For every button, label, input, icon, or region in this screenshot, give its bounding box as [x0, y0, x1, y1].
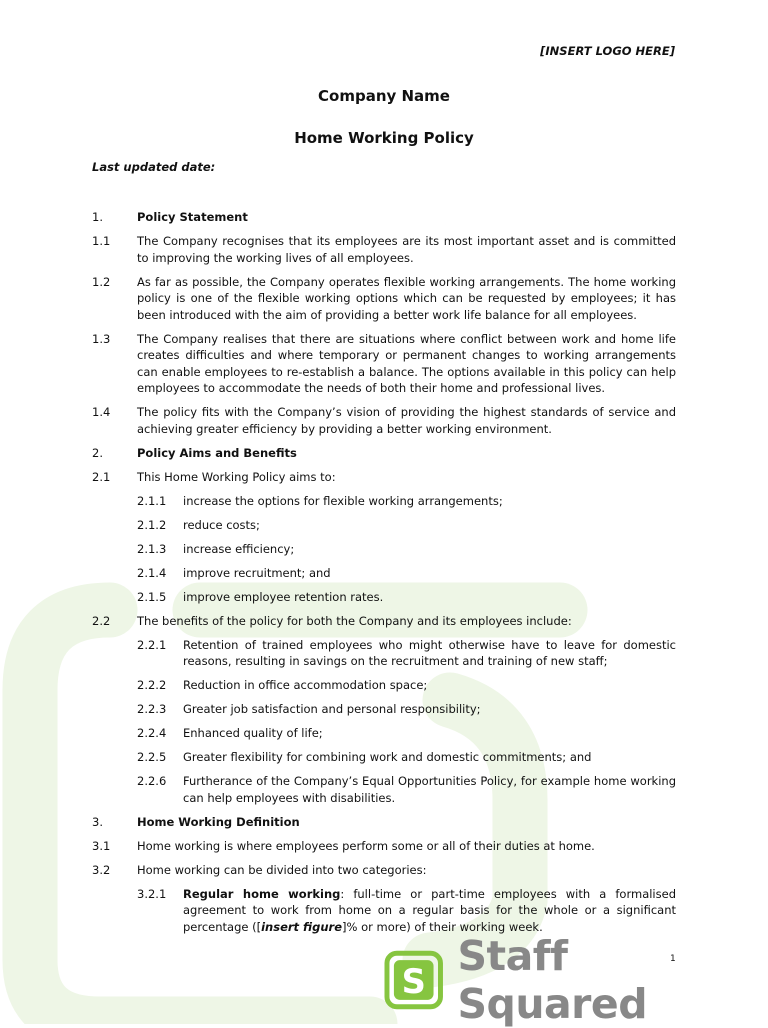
subclause	[92, 677, 676, 694]
clause	[92, 274, 676, 324]
subclause-number: 2.2.3	[137, 702, 167, 716]
clause-number: 1.3	[92, 331, 111, 346]
clause	[92, 233, 676, 266]
clause-text: The Company recognises that its employees are its most important asset and is committed to improving the working lives of all employees.	[137, 234, 676, 265]
subclause	[92, 886, 676, 936]
policy-title: Home Working Policy	[294, 129, 474, 147]
subclause	[92, 493, 676, 510]
subclause-text: improve recruitment; and	[183, 565, 331, 580]
definition-text: : full-time or part-time employees with a formalised agreement to work from home on a regular basis for the whole or a significant percentage ([	[183, 886, 676, 934]
subclause-text: Greater flexibility for combining work and domestic commitments; and	[183, 750, 592, 764]
clause-number: 1.4	[92, 405, 111, 419]
company-name: Company Name	[318, 87, 450, 105]
clause-text: The Company realises that there are situations where conflict between work and home life creates difficulties and where temporary or permanent changes to working arrangements can enable employees to re-establish a balance. The options available in this policy can help employees to accommodate the needs of both their home and professional lives.	[137, 331, 676, 395]
section-heading	[92, 209, 676, 226]
staff-squared-logo	[384, 932, 768, 1028]
subclause-text: Greater job satisfaction and personal responsibility;	[183, 702, 481, 716]
clause-text: The benefits of the policy for both the Company and its employees include:	[137, 613, 572, 628]
subclause-number: 2.2.4	[137, 726, 167, 740]
last-updated-label: Last updated date:	[92, 160, 216, 174]
section-heading	[92, 814, 676, 831]
clause	[92, 469, 676, 486]
clause-number: 3.2	[92, 862, 111, 877]
subclause-number: 2.2.1	[137, 637, 167, 652]
clause	[92, 404, 676, 437]
subclause-number: 3.2.1	[137, 886, 167, 901]
section-title: Policy Aims and Benefits	[137, 445, 297, 460]
clause-number: 1.2	[92, 274, 111, 289]
brand-name: Staff Squared	[457, 932, 648, 1028]
subclause-number: 2.2.6	[137, 774, 167, 788]
clause-number: 1.1	[92, 234, 111, 248]
subclause	[92, 637, 676, 670]
section-title: Policy Statement	[137, 210, 248, 224]
clause-number: 2.1	[92, 469, 111, 484]
subclause-number: 2.2.2	[137, 678, 167, 692]
subclause-number: 2.1.5	[137, 589, 167, 604]
subclause	[92, 517, 676, 534]
subclause	[92, 565, 676, 582]
section-heading	[92, 445, 676, 462]
clause	[92, 331, 676, 397]
svg-text:S: S	[401, 961, 426, 1001]
clause-text: The policy fits with the Company’s vision of providing the highest standards of service and achieving greater efficiency by providing a better working environment.	[137, 405, 676, 436]
subclause-number: 2.1.1	[137, 493, 167, 508]
clause-number: 3.1	[92, 838, 111, 853]
subclause	[92, 701, 676, 718]
subclause-text: increase the options for flexible working arrangements;	[183, 493, 503, 508]
subclause-text: reduce costs;	[183, 517, 260, 532]
defined-term: Regular home working	[183, 886, 341, 901]
subclause-text	[183, 886, 676, 936]
section-number: 3.	[92, 814, 103, 829]
clause-text: Home working is where employees perform some or all of their duties at home.	[137, 838, 595, 853]
subclause	[92, 725, 676, 742]
subclause	[92, 541, 676, 558]
clause	[92, 613, 676, 630]
subclause	[92, 589, 676, 606]
clause-text: This Home Working Policy aims to:	[137, 469, 336, 484]
subclause-number: 2.2.5	[137, 750, 167, 764]
staff-squared-logo-icon	[384, 950, 443, 1010]
section-number: 2.	[92, 445, 103, 460]
subclause-number: 2.1.4	[137, 565, 167, 580]
subclause-text: Furtherance of the Company’s Equal Opportunities Policy, for example home working can help employees with disabilities.	[183, 774, 676, 805]
subclause-text: increase efficiency;	[183, 541, 295, 556]
subclause	[92, 749, 676, 766]
clause	[92, 838, 676, 855]
subclause-text: Enhanced quality of life;	[183, 726, 323, 740]
insert-figure-placeholder: insert figure	[261, 919, 342, 934]
subclause-number: 2.1.3	[137, 541, 167, 556]
subclause-text: Retention of trained employees who might otherwise have to leave for domestic reasons, resulting in savings on the recruitment and training of new staff;	[183, 637, 676, 668]
clause	[92, 862, 676, 879]
clause-number: 2.2	[92, 613, 111, 628]
subclause	[92, 773, 676, 806]
section-number: 1.	[92, 210, 103, 224]
logo-placeholder: [INSERT LOGO HERE]	[540, 44, 675, 58]
clause-text: Home working can be divided into two categories:	[137, 862, 427, 877]
policy-body	[92, 209, 676, 943]
section-title: Home Working Definition	[137, 814, 300, 829]
subclause-text: Reduction in office accommodation space;	[183, 678, 428, 692]
subclause-text: improve employee retention rates.	[183, 589, 384, 604]
clause-text: As far as possible, the Company operates flexible working arrangements. The home working policy is one of the flexible working options which can be requested by employees; it has been introduced with the aim of providing a better work life balance for all employees.	[137, 274, 676, 322]
definition-text-end: ]% or more) of their working week.	[342, 919, 543, 934]
subclause-number: 2.1.2	[137, 517, 167, 532]
page-number: 1	[670, 954, 676, 964]
